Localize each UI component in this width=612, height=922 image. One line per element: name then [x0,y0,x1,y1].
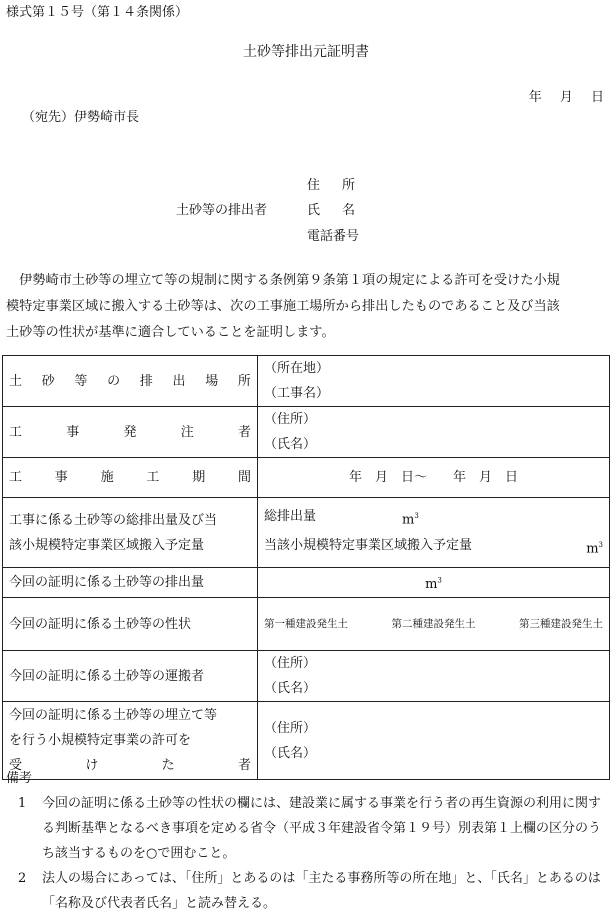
label-char: 等 [74,373,88,389]
planned-import-line [264,533,603,561]
label-char: 間 [237,470,251,485]
label-char: 者 [237,424,251,440]
issuer-address-label: 住所 [307,178,378,193]
table-row [3,568,610,598]
label-char: 発 [123,424,137,440]
unit-sup: 3 [437,576,442,585]
current-discharge-label: 今回の証明に係る土砂等の排出量 [3,568,258,598]
table-row [3,598,610,651]
label-char: 土 [9,373,23,389]
label-char: た [161,758,175,773]
form-number: 様式第１５号（第１４条関係） [6,5,189,20]
unit-text: m [425,576,438,592]
label-char: け [85,758,99,773]
addressee: （宛先）伊勢崎市長 [22,110,140,125]
issuer-label: 土砂等の排出者 [176,203,268,218]
remarks-title: 備考 [6,771,33,786]
soil-property-field [258,598,610,651]
cubic-meter-unit [425,577,442,592]
label-char: 事 [66,424,80,440]
document-title: 土砂等排出元証明書 [243,44,369,60]
label-char: 所 [237,373,251,389]
table-row [3,356,610,407]
discharge-location-field[interactable] [258,356,610,407]
label-char: 期 [192,470,206,485]
total-discharge-sublabel: 総排出量 [264,509,317,525]
label-char: 施 [100,470,114,485]
discharge-location-label [3,356,258,407]
unit-text: m [586,540,599,556]
table-row [3,651,610,702]
unit-sup: 3 [598,540,603,549]
label-char: 受 [9,758,23,773]
project-name-label: （工事名） [264,386,330,401]
remark-item [6,791,610,866]
table-row [3,407,610,458]
total-discharge-field[interactable] [258,498,610,568]
soil-type-option-2[interactable]: 第二種建設発生土 [391,617,476,630]
statement-line: 模特定事業区域に搬入する土砂等は、次の工事施工場所から排出したものであること及び当該 [6,299,560,314]
label-char: 事 [54,470,68,485]
statement-line: 土砂等の性状が基準に適合していることを証明します。 [6,325,335,340]
label-char: 工 [9,424,23,440]
transporter-address-label: （住所） [264,656,317,671]
label-char: 場 [205,373,219,389]
client-label [3,407,258,458]
remark-number: 1 [18,796,27,811]
table-row [3,458,610,498]
statement-line: 伊勢崎市土砂等の埋立て等の規制に関する条例第９条第１項の規定による許可を受けた小規 [6,273,560,288]
soil-property-label: 今回の証明に係る土砂等の性状 [3,598,258,651]
issuer-phone-label: 電話番号 [307,229,360,244]
transporter-field[interactable] [258,651,610,702]
total-discharge-label [3,498,258,568]
label-char: の [107,373,121,389]
label-char: 出 [172,373,186,389]
cubic-meter-unit [402,504,419,532]
date-line: 年 月 日 [528,90,604,105]
soil-type-option-1[interactable]: 第一種建設発生土 [264,617,348,630]
label-line: 工事に係る土砂等の総排出量及び当 [9,512,218,528]
soil-type-option-3[interactable]: 第三種建設発生土 [519,617,603,630]
remark-text: 今回の証明に係る土砂等の性状の欄には、建設業に属する事業を行う者の再生資源の利用に関する判断基準となるべき事項を定める省令（平成３年建設省令第１９号）別表第１上欄の区分のうち該当するものを○で囲むこと。 [42,796,602,861]
client-field[interactable] [258,407,610,458]
label-char: 工 [146,470,160,485]
cubic-meter-unit [586,533,603,561]
total-discharge-line [264,504,603,532]
label-char: 工 [9,470,23,485]
client-name-label: （氏名） [264,437,317,452]
remarks-section [6,766,610,916]
current-discharge-field[interactable] [258,568,610,598]
permit-holder-address-label: （住所） [264,720,317,736]
table-row [3,498,610,568]
label-line: 今回の証明に係る土砂等の埋立て等 [9,708,218,723]
soil-type-options [264,612,603,637]
construction-period-field[interactable]: 年 月 日〜 年 月 日 [258,458,610,498]
planned-import-sublabel: 当該小規模特定事業区域搬入予定量 [264,537,473,553]
transporter-name-label: （氏名） [264,681,317,696]
issuer-name-label: 氏名 [307,203,378,218]
label-char: 排 [139,373,153,389]
transporter-label: 今回の証明に係る土砂等の運搬者 [3,651,258,702]
label-char: 砂 [41,373,55,389]
remark-item [6,866,610,916]
client-address-label: （住所） [264,412,317,427]
location-address-label: （所在地） [264,361,330,376]
construction-period-label [3,458,258,498]
certificate-table [2,355,610,780]
unit-text: m [402,512,415,528]
label-char: 者 [237,758,251,773]
remark-text: 法人の場合にあっては、「住所」とあるのは「主たる事務所等の所在地」と、「氏名」とあるのは「名称及び代表者氏名」と読み替える。 [42,871,601,911]
label-line: を行う小規模特定事業の許可を [9,733,192,748]
label-char: 注 [180,424,194,440]
permit-holder-name-label: （氏名） [264,745,317,761]
certification-statement [6,268,606,346]
label-line: 該小規模特定事業区域搬入予定量 [9,537,205,553]
remark-number: 2 [18,871,27,886]
unit-sup: 3 [414,512,419,521]
